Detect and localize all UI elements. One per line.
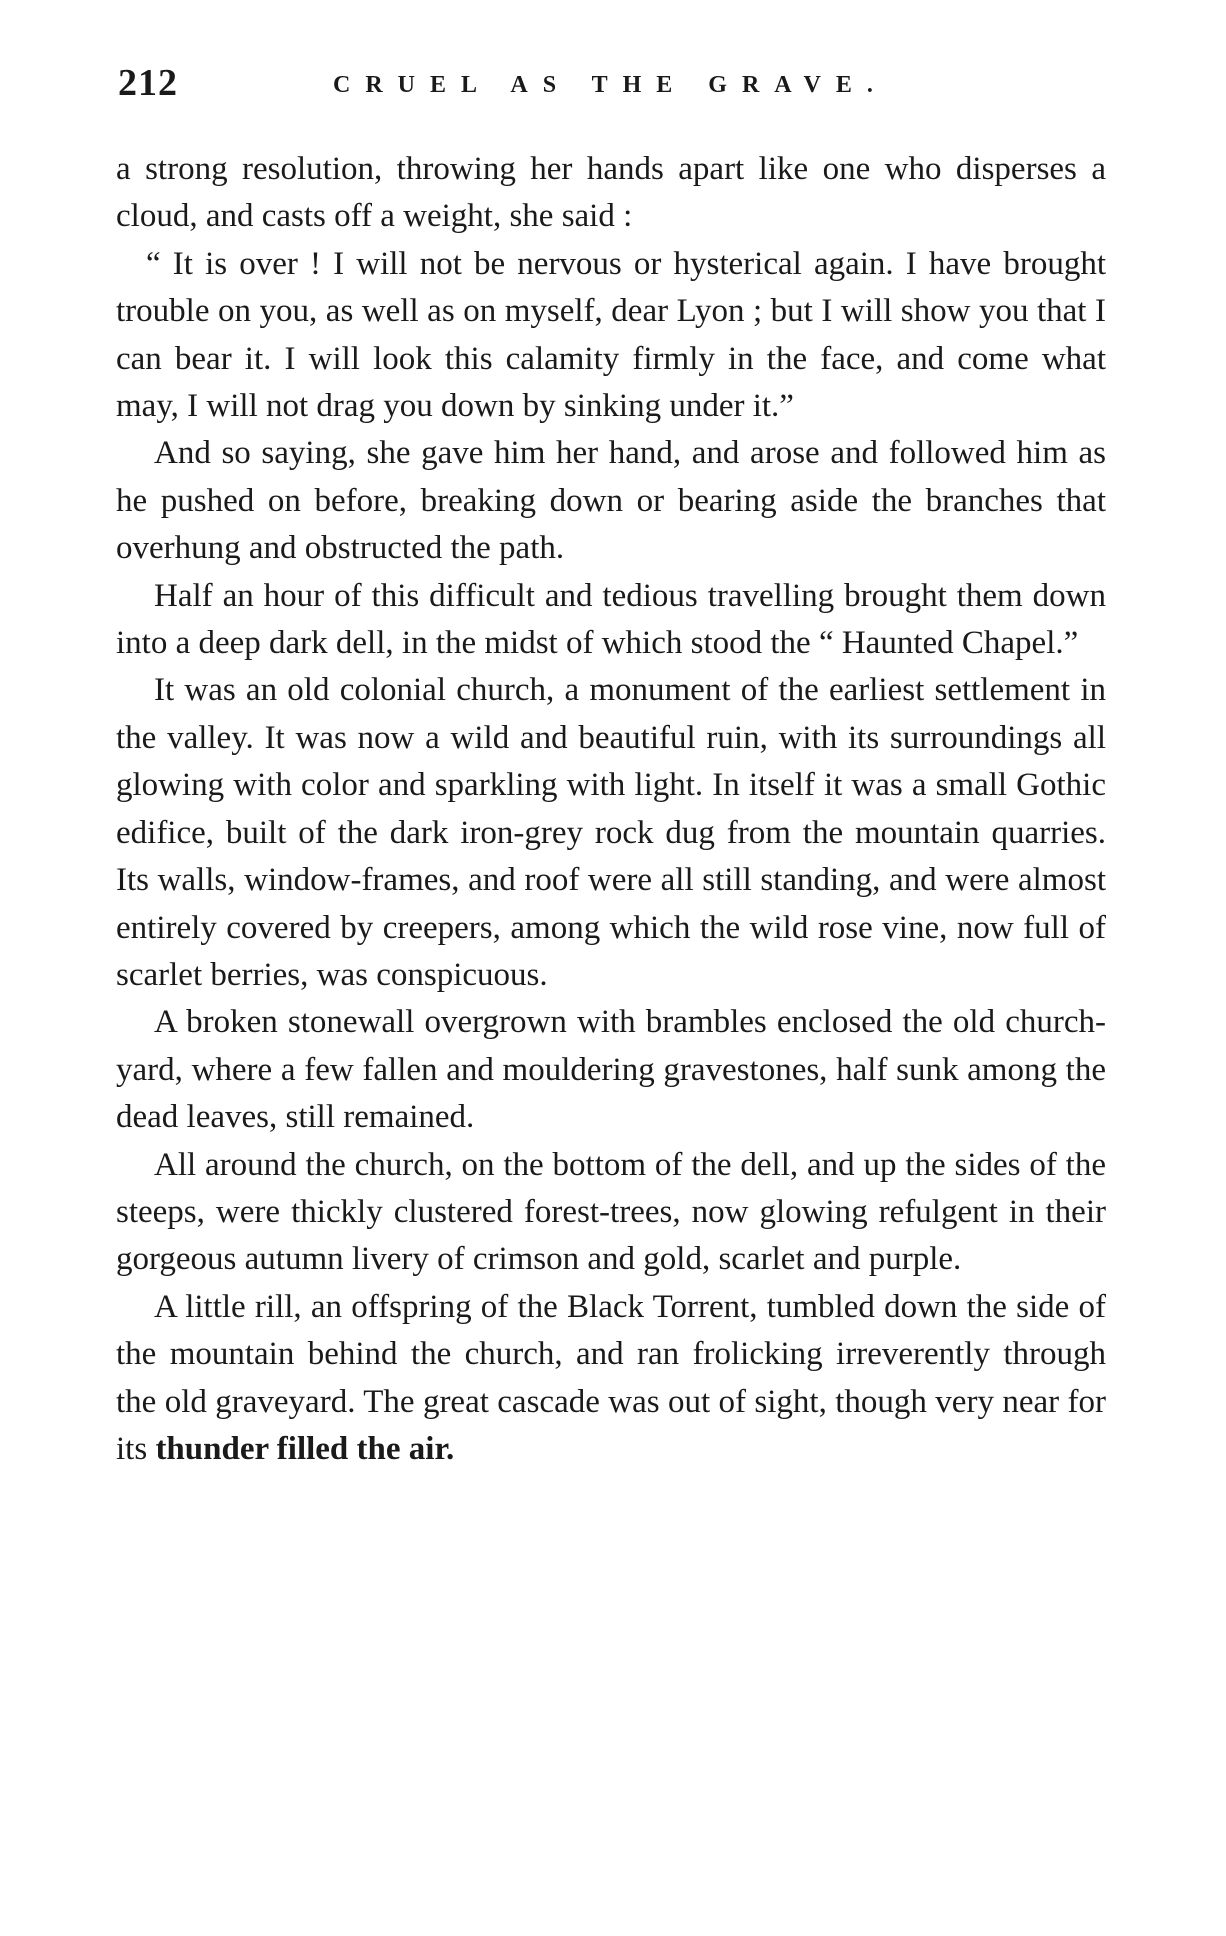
body-text: [116, 146, 1106, 1473]
paragraph: And so saying, she gave him her hand, and arose and followed him as he pushed on before, breaking down or bearing aside the branches that overhung and obstructed the path.: [116, 435, 1106, 567]
paragraph: A broken stonewall overgrown with brambles enclosed the old church-yard, where a few fallen and mouldering gravestones, half sunk among the dead leaves, still remained.: [116, 1004, 1106, 1136]
paragraph-last-lead: A little rill, an offspring of the Black Torrent, tumbled down the side of the mountain behind the church, and ran frolicking irreverently through the old graveyard. The great cascade was out of sight, though very near for its: [116, 1288, 1106, 1467]
paragraph-continuation: a strong resolution, throwing her hands apart like one who disperses a cloud, and casts off a weight, she said :: [116, 151, 1106, 235]
paragraph: Half an hour of this difficult and tedious travelling brought them down into a deep dark dell, in the midst of which stood the “ Haunted Chapel.”: [116, 577, 1106, 662]
paragraph: All around the church, on the bottom of the dell, and up the sides of the steeps, were thickly clustered forest-trees, now glowing refulgent in their gorgeous autumn livery of crimson and gold, scarlet and purple.: [116, 1146, 1106, 1278]
paragraph-last: [116, 1284, 1106, 1474]
paragraph-quote: “ It is over ! I will not be nervous or hysterical again. I have brought trouble on you, as well as on myself, dear Lyon ; but I will show you that I can bear it. I will look this calamity firmly in the face, and come what may, I will not drag you down by sinking under it.”: [116, 245, 1106, 425]
page-header: [118, 58, 1108, 108]
running-title: CRUEL AS THE GRAVE.: [333, 72, 888, 98]
page-number: 212: [118, 62, 178, 104]
paragraph: It was an old colonial church, a monument of the earliest settlement in the valley. It was now a wild and beautiful ruin, with its surroundings all glowing with color and sparkling with light. In itself it was a small Gothic edifice, built of the dark iron-grey rock dug from the mountain quarries. Its walls, window-frames, and roof were all still standing, and were almost entirely covered by creepers, among which the wild rose vine, now full of scarlet berries, was conspicuous.: [116, 672, 1106, 993]
paragraph-last-tail: thunder filled the air.: [155, 1430, 455, 1467]
